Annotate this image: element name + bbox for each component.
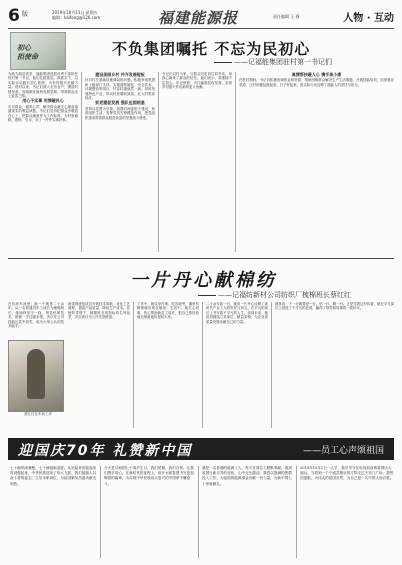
- article2-column-5: [275, 302, 394, 428]
- voice-column-1: [10, 466, 98, 558]
- column-divider: [100, 466, 101, 558]
- article1-col2-text: 针对村庄基础设施薄弱的问题，积极争取集团和上级部门支持，实施道路硬化、安全饮水、环境整治等项目，村容村貌焕然一新。同时发展特色产业，带动村民增收致富，壮大村集体经济。: [85, 78, 155, 101]
- issue-date: 2019年10月11日 星期五: [52, 10, 98, 15]
- worker-figure: [27, 349, 45, 399]
- article2-photo: [8, 340, 64, 412]
- voice-column-4: [300, 466, 394, 558]
- article2-col4-text: 二十余年如一日，她用一片丹心诠释了新时代产业工人的责任与担当，在平凡的岗位上书写着不平凡的人生。谈到未来，她说将继续立足岗位、精益求精，为企业高质量发展贡献自己的力量。: [206, 302, 268, 324]
- banner-subtitle: ——员工心声颂祖国: [302, 446, 384, 456]
- voice-text-2: 今天是共和国七十周岁生日，我们骄傲，我们自豪。让我们携手同心，在新时代的征程上，用汗水和智慧书写更加辉煌的篇章，为实现中华民族伟大复兴的中国梦不懈奋斗。: [104, 466, 194, 486]
- article1-col3-text: 书记们以村为家，与群众同吃同住同劳动，用真心换来了群众的信任。他们表示，将继续不忘初心、牢记使命，为打赢脱贫攻坚战、实现乡村振兴作出新的更大贡献。: [162, 72, 232, 90]
- article1-subtitle: ——记福能集团驻村第一书记们: [214, 57, 332, 67]
- page-header: [8, 6, 394, 29]
- article1-col2-heading: 建设美丽乡村 补齐发展短板: [95, 72, 145, 77]
- article1-col4-heading: 真情帮扶暖人心 携手奔小康: [291, 72, 342, 77]
- article1-logo-image: [10, 32, 66, 70]
- article1-logo-caption: 初心 担使命: [17, 43, 38, 61]
- column-divider: [271, 302, 272, 428]
- column-divider: [158, 72, 159, 252]
- article2-column-4: [206, 302, 268, 428]
- voice-column-2: [104, 466, 196, 558]
- article1-title: 不负集团嘱托 不忘为民初心: [112, 40, 311, 58]
- article2-column-2: [68, 302, 130, 428]
- article2-col2-text: 她带领班组成员开展技术革新，优化工艺流程，提高产品质量，降低生产成本。在她的带领下，梳棉班各项指标均名列前茅，多次被评为公司先进班组。: [68, 302, 130, 320]
- article1-column-2: [85, 72, 155, 252]
- column-divider: [81, 72, 82, 252]
- voice-text-1: 七十载风雨兼程，七十载砥砺奋进。从站起来到富起来再到强起来，中华民族迎来了伟大飞跃。我们能源人以奋斗者的姿态，立足本职岗位，为祖国繁荣昌盛贡献光和热。: [10, 466, 97, 486]
- article1-column-1: [8, 72, 78, 252]
- article1-col1-text: 为助力脱贫攻坚，福能集团选派优秀干部担任驻村第一书记，他们扎根基层、真抓实干，以实际行动践行初心使命，为乡村振兴贡献力量。驻村以来，书记们深入走访农户，摸清村情民意，因地制宜谋划发展思路，带领群众走上致富之路。: [8, 72, 78, 99]
- editor-credit: 责任编辑 王 静: [273, 14, 300, 19]
- article1-column-4: [239, 72, 394, 252]
- section-divider: [8, 258, 394, 259]
- column-divider: [235, 72, 236, 252]
- article1-col1b-text: 走访群众，倾听心声，解决群众最关心最直接最现实的利益问题。书记们坚持把群众冷暖放在心上，把群众满意作为工作标准，为村里修路、建桥、引水，办了一件件实事好事。: [8, 104, 78, 123]
- column-divider: [296, 466, 297, 558]
- article2-col5-text: 她常说：干一行就要爱一行、钻一行、精一行。正是凭着这份执着，她在平凡岗位上创造了不平凡的业绩，赢得了领导和同事的一致好评。: [275, 302, 394, 311]
- article2-col3-text: 工作中，她以身作则、吃苦耐劳，哪里有困难就出现在哪里；生活中，她关心同事，热心帮助新员工成长，把自己的经验毫无保留地传授给大家。: [137, 302, 199, 320]
- article2-photo-caption: 蔡红红在车间工作: [24, 412, 52, 416]
- article2-column-3: [137, 302, 199, 428]
- article1-col1-heading: 用心干实事 用情暖民心: [22, 98, 64, 104]
- voice-column-3: [202, 466, 294, 558]
- column-divider: [198, 466, 199, 558]
- page-number-label: 版: [22, 11, 29, 18]
- voice-text-4: 2019年10月1日一大早，我早早守在电视机前观看国庆大阅兵。当看到一个个威武雄壮的方阵走过天安门广场，我热泪盈眶，为伟大的祖国点赞，为自己是一名中国人而自豪。: [300, 466, 394, 481]
- page-number: 6: [8, 6, 20, 26]
- article2-subtitle: ——记福纺新材公司纺织厂梳棉班长蔡红红: [198, 290, 351, 300]
- article2-title: 一片丹心献棉纺: [130, 270, 277, 291]
- section-title: 人物 · 互动: [343, 13, 394, 24]
- article1-col2-heading-2: 抓党建促发展 强队伍固根基: [95, 100, 145, 106]
- issue-meta: [52, 10, 100, 20]
- article1-col4-text: 在驻村期间，书记们积极协调资金和资源，帮助困难群众解决生产生活难题，开展技能培训，拓宽就业渠道，让村民腰包鼓起来、日子好起来，用实际行动诠释了福能人的责任与担当。: [239, 78, 394, 87]
- article1-column-3: [162, 72, 232, 252]
- voice-text-3: 我是一名普通的能源工人，每天在岗位上默默奉献。看到祖国日新月异的变化，心中无比激动。我将以饱满的热情投入工作，为祖国的能源事业贡献一份力量，为新中国七十华诞献礼。: [202, 466, 292, 486]
- anniversary-banner: [8, 438, 394, 460]
- masthead: 福建能源报: [158, 9, 239, 27]
- article2-column-1a: [8, 302, 64, 338]
- article2-col1-text: 在纺织车间里，她一干就是二十余年。从一名普通挡车工成长为梳棉班长，她始终坚守一线，刻苦钻研技术，练就一手过硬本领，多次在公司技能比武中获奖，成为大家公认的技术能手。: [8, 302, 64, 329]
- column-divider: [202, 302, 203, 428]
- banner-title: 迎国庆70年 礼赞新中国: [18, 443, 193, 459]
- column-divider: [133, 302, 134, 428]
- issue-email: 编辑：kaifeng@126.com: [52, 15, 101, 20]
- article1-col2b-text: 坚持以党建为引领，加强村两委班子建设，规范组织生活，发挥党员先锋模范作用，把党组织建成带领群众脱贫致富的坚强战斗堡垒。: [85, 106, 155, 120]
